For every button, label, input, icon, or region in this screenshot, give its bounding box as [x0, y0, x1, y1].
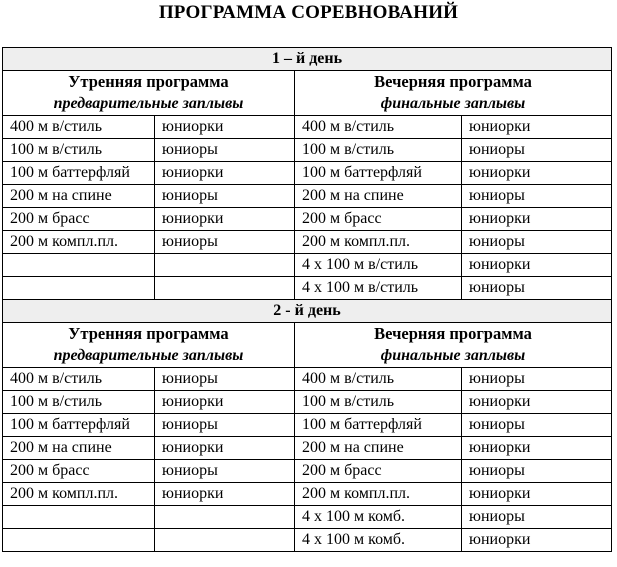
evening-category-cell: юниорки — [462, 391, 612, 414]
morning-event-cell: 100 м в/стиль — [3, 139, 155, 162]
evening-category-cell: юниоры — [462, 139, 612, 162]
evening-category-cell: юниорки — [462, 162, 612, 185]
table-row — [3, 506, 612, 529]
evening-category-cell: юниорки — [462, 483, 612, 506]
evening-category-cell: юниоры — [462, 506, 612, 529]
table-row — [3, 529, 612, 552]
evening-event-cell: 400 м в/стиль — [295, 368, 462, 391]
evening-finals-subheading: финальные заплывы — [295, 345, 612, 368]
morning-category-cell: юниоры — [155, 139, 295, 162]
evening-event-cell: 200 м компл.пл. — [295, 231, 462, 254]
morning-program-heading: Утренняя программа — [3, 71, 295, 94]
morning-event-cell — [3, 277, 155, 300]
morning-program-heading: Утренняя программа — [3, 323, 295, 346]
morning-event-cell — [3, 506, 155, 529]
morning-event-cell: 400 м в/стиль — [3, 368, 155, 391]
evening-event-cell: 4 х 100 м комб. — [295, 529, 462, 552]
table-row — [3, 483, 612, 506]
evening-event-cell: 400 м в/стиль — [295, 116, 462, 139]
table-row — [3, 391, 612, 414]
table-row — [3, 185, 612, 208]
morning-heats-subheading: предварительные заплывы — [3, 345, 295, 368]
evening-program-heading: Вечерняя программа — [295, 323, 612, 346]
table-row — [3, 437, 612, 460]
evening-category-cell: юниоры — [462, 368, 612, 391]
morning-category-cell: юниорки — [155, 208, 295, 231]
morning-event-cell: 200 м на спине — [3, 185, 155, 208]
evening-event-cell: 4 х 100 м в/стиль — [295, 254, 462, 277]
evening-category-cell: юниоры — [462, 414, 612, 437]
morning-event-cell: 200 м компл.пл. — [3, 231, 155, 254]
evening-event-cell: 200 м брасс — [295, 460, 462, 483]
morning-event-cell: 100 м баттерфляй — [3, 414, 155, 437]
evening-program-heading: Вечерняя программа — [295, 71, 612, 94]
morning-event-cell: 100 м в/стиль — [3, 391, 155, 414]
morning-category-cell: юниорки — [155, 391, 295, 414]
evening-event-cell: 100 м баттерфляй — [295, 162, 462, 185]
morning-category-cell: юниоры — [155, 185, 295, 208]
table-row — [3, 162, 612, 185]
morning-event-cell — [3, 529, 155, 552]
table-row — [3, 139, 612, 162]
page-title: ПРОГРАММА СОРЕВНОВАНИЙ — [158, 2, 459, 23]
evening-category-cell: юниорки — [462, 208, 612, 231]
morning-category-cell: юниоры — [155, 414, 295, 437]
morning-category-cell: юниорки — [155, 116, 295, 139]
morning-event-cell: 200 м на спине — [3, 437, 155, 460]
morning-event-cell: 200 м брасс — [3, 208, 155, 231]
morning-category-cell: юниоры — [155, 460, 295, 483]
table-row — [3, 231, 612, 254]
morning-category-cell — [155, 277, 295, 300]
morning-event-cell: 400 м в/стиль — [3, 116, 155, 139]
evening-category-cell: юниорки — [462, 437, 612, 460]
table-row — [3, 277, 612, 300]
morning-category-cell — [155, 506, 295, 529]
morning-category-cell: юниоры — [155, 231, 295, 254]
evening-event-cell: 200 м на спине — [295, 437, 462, 460]
evening-event-cell: 200 м на спине — [295, 185, 462, 208]
evening-event-cell: 100 м в/стиль — [295, 391, 462, 414]
evening-event-cell: 100 м в/стиль — [295, 139, 462, 162]
morning-category-cell — [155, 529, 295, 552]
table-row — [3, 254, 612, 277]
evening-category-cell: юниорки — [462, 254, 612, 277]
evening-event-cell: 200 м брасс — [295, 208, 462, 231]
evening-event-cell: 200 м компл.пл. — [295, 483, 462, 506]
morning-category-cell: юниорки — [155, 162, 295, 185]
evening-event-cell: 100 м баттерфляй — [295, 414, 462, 437]
evening-category-cell: юниорки — [462, 529, 612, 552]
table-row — [3, 368, 612, 391]
evening-category-cell: юниоры — [462, 185, 612, 208]
schedule-table — [2, 47, 612, 552]
table-row — [3, 208, 612, 231]
evening-category-cell: юниоры — [462, 231, 612, 254]
morning-event-cell: 100 м баттерфляй — [3, 162, 155, 185]
evening-category-cell: юниорки — [462, 116, 612, 139]
morning-category-cell: юниоры — [155, 368, 295, 391]
evening-event-cell: 4 х 100 м в/стиль — [295, 277, 462, 300]
morning-event-cell: 200 м компл.пл. — [3, 483, 155, 506]
day-header: 1 – й день — [3, 48, 612, 71]
morning-category-cell — [155, 254, 295, 277]
table-row — [3, 116, 612, 139]
table-row — [3, 460, 612, 483]
day-header: 2 - й день — [3, 300, 612, 323]
evening-finals-subheading: финальные заплывы — [295, 93, 612, 116]
morning-event-cell: 200 м брасс — [3, 460, 155, 483]
morning-heats-subheading: предварительные заплывы — [3, 93, 295, 116]
morning-event-cell — [3, 254, 155, 277]
morning-category-cell: юниорки — [155, 483, 295, 506]
evening-event-cell: 4 х 100 м комб. — [295, 506, 462, 529]
evening-category-cell: юниоры — [462, 460, 612, 483]
table-row — [3, 414, 612, 437]
evening-category-cell: юниоры — [462, 277, 612, 300]
morning-category-cell: юниорки — [155, 437, 295, 460]
